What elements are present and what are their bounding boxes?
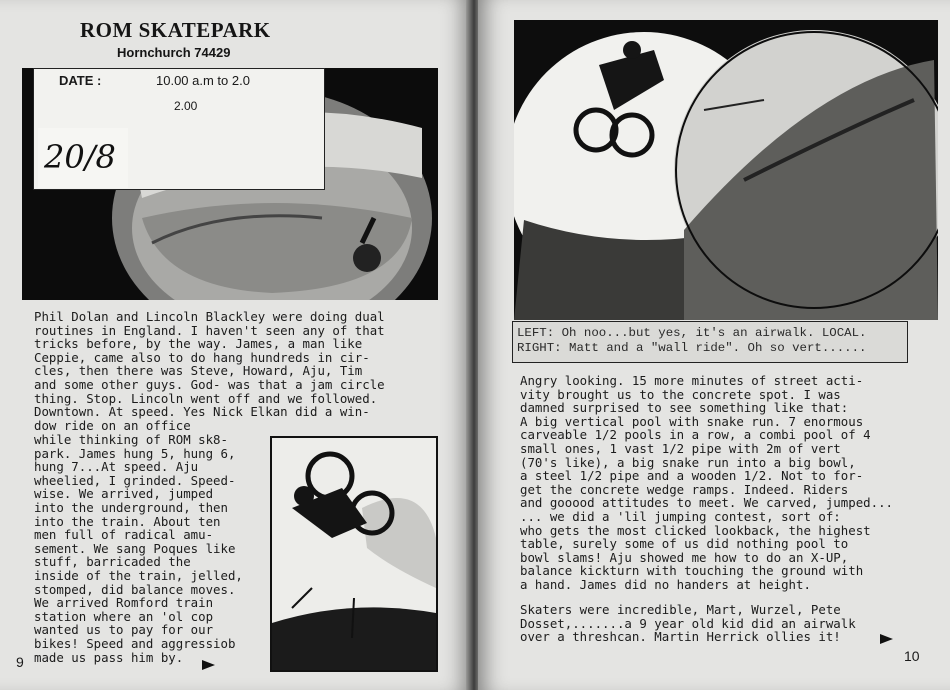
article-text-top: Phil Dolan and Lincoln Blackley were doing dual routines in England. I haven't seen any of that tricks before, by the way. James, a man like Ceppie, came also to do hang hundreds in cir- cles, then there was Steve, Howard, Aju, Tim and some other guys. God- was that a jam circle thing. Stop. Lincoln went off and we followed. Downtown. At speed. Yes Nick Elkan did a win- dow ride on an office xyxy=(34,309,385,433)
page-number-left-text: 9 xyxy=(16,654,24,670)
article-text-end: Skaters were incredible, Mart, Wurzel, Pete Dosset,.......a 9 year old kid did an airwalk over a threshcan. Martin Herrick ollies it! xyxy=(520,602,856,645)
right-page xyxy=(478,0,950,690)
airwalk-circular-photo xyxy=(514,20,938,320)
caption-left: LEFT: Oh noo...but yes, it's an airwalk. LOCAL. xyxy=(517,326,867,340)
ticket-time: 10.00 a.m to 2.0 xyxy=(156,73,250,88)
continue-arrow-left xyxy=(202,660,215,670)
bmx-air-photo xyxy=(270,436,438,672)
page-number-right-text: 10 xyxy=(904,648,920,664)
page-title: ROM SKATEPARK xyxy=(80,18,271,42)
ticket-price: 2.00 xyxy=(174,99,198,113)
ticket-date-label: DATE : xyxy=(59,73,102,88)
handwritten-date xyxy=(38,128,128,188)
article-text-column: while thinking of ROM sk8- park. James hung 5, hung 6, hung 7...At speed. Aju wheelied, I grinded. Speed- wise. We arrived, jumped into the underground, then into the train. About ten men full of radical amu- sement. We sang Poques like stuff, barricaded the inside of the train, jelled, stomped, did balance moves. We arrived Romford train station where an 'ol cop wanted us to pay for our bikes! Speed and aggressiob made us pass him by. xyxy=(34,432,243,665)
article-text-main: Angry looking. 15 more minutes of street acti- vity brought us to the concrete spot. I was damned surprised to see something like that: A big vertical pool with snake run. 7 enormous carveable 1/2 pools in a row, a combi pool of 4 small ones, 1 vast 1/2 pipe with 2m of vert (70's like), a big snake run into a big bowl, a steel 1/2 pipe and a wooden 1/2. Not to for- get the concrete wedge ramps. Indeed. Riders and gooood attitudes to meet. We carved, jumped... ... we did a 'lil jumping contest, sort of: who gets the most clicked lookback, the highest table, surely some of us did nothing pool to bowl slams! Aju showed me how to do an X-UP, balance kickturn with touching the ground with a hand. James did no handers at height. xyxy=(520,373,893,592)
page-number-left xyxy=(16,654,24,670)
handwritten-date-text: 20/8 xyxy=(44,138,116,176)
left-page xyxy=(0,0,470,690)
photo-caption-box xyxy=(512,321,908,363)
caption-right: RIGHT: Matt and a "wall ride". Oh so vert...... xyxy=(517,341,867,355)
page-subtitle: Hornchurch 74429 xyxy=(117,45,231,60)
circular-photos-graphic xyxy=(514,20,938,320)
bmx-air-graphic xyxy=(272,438,436,670)
page-number-right xyxy=(904,648,920,664)
continue-arrow-right xyxy=(880,634,893,644)
